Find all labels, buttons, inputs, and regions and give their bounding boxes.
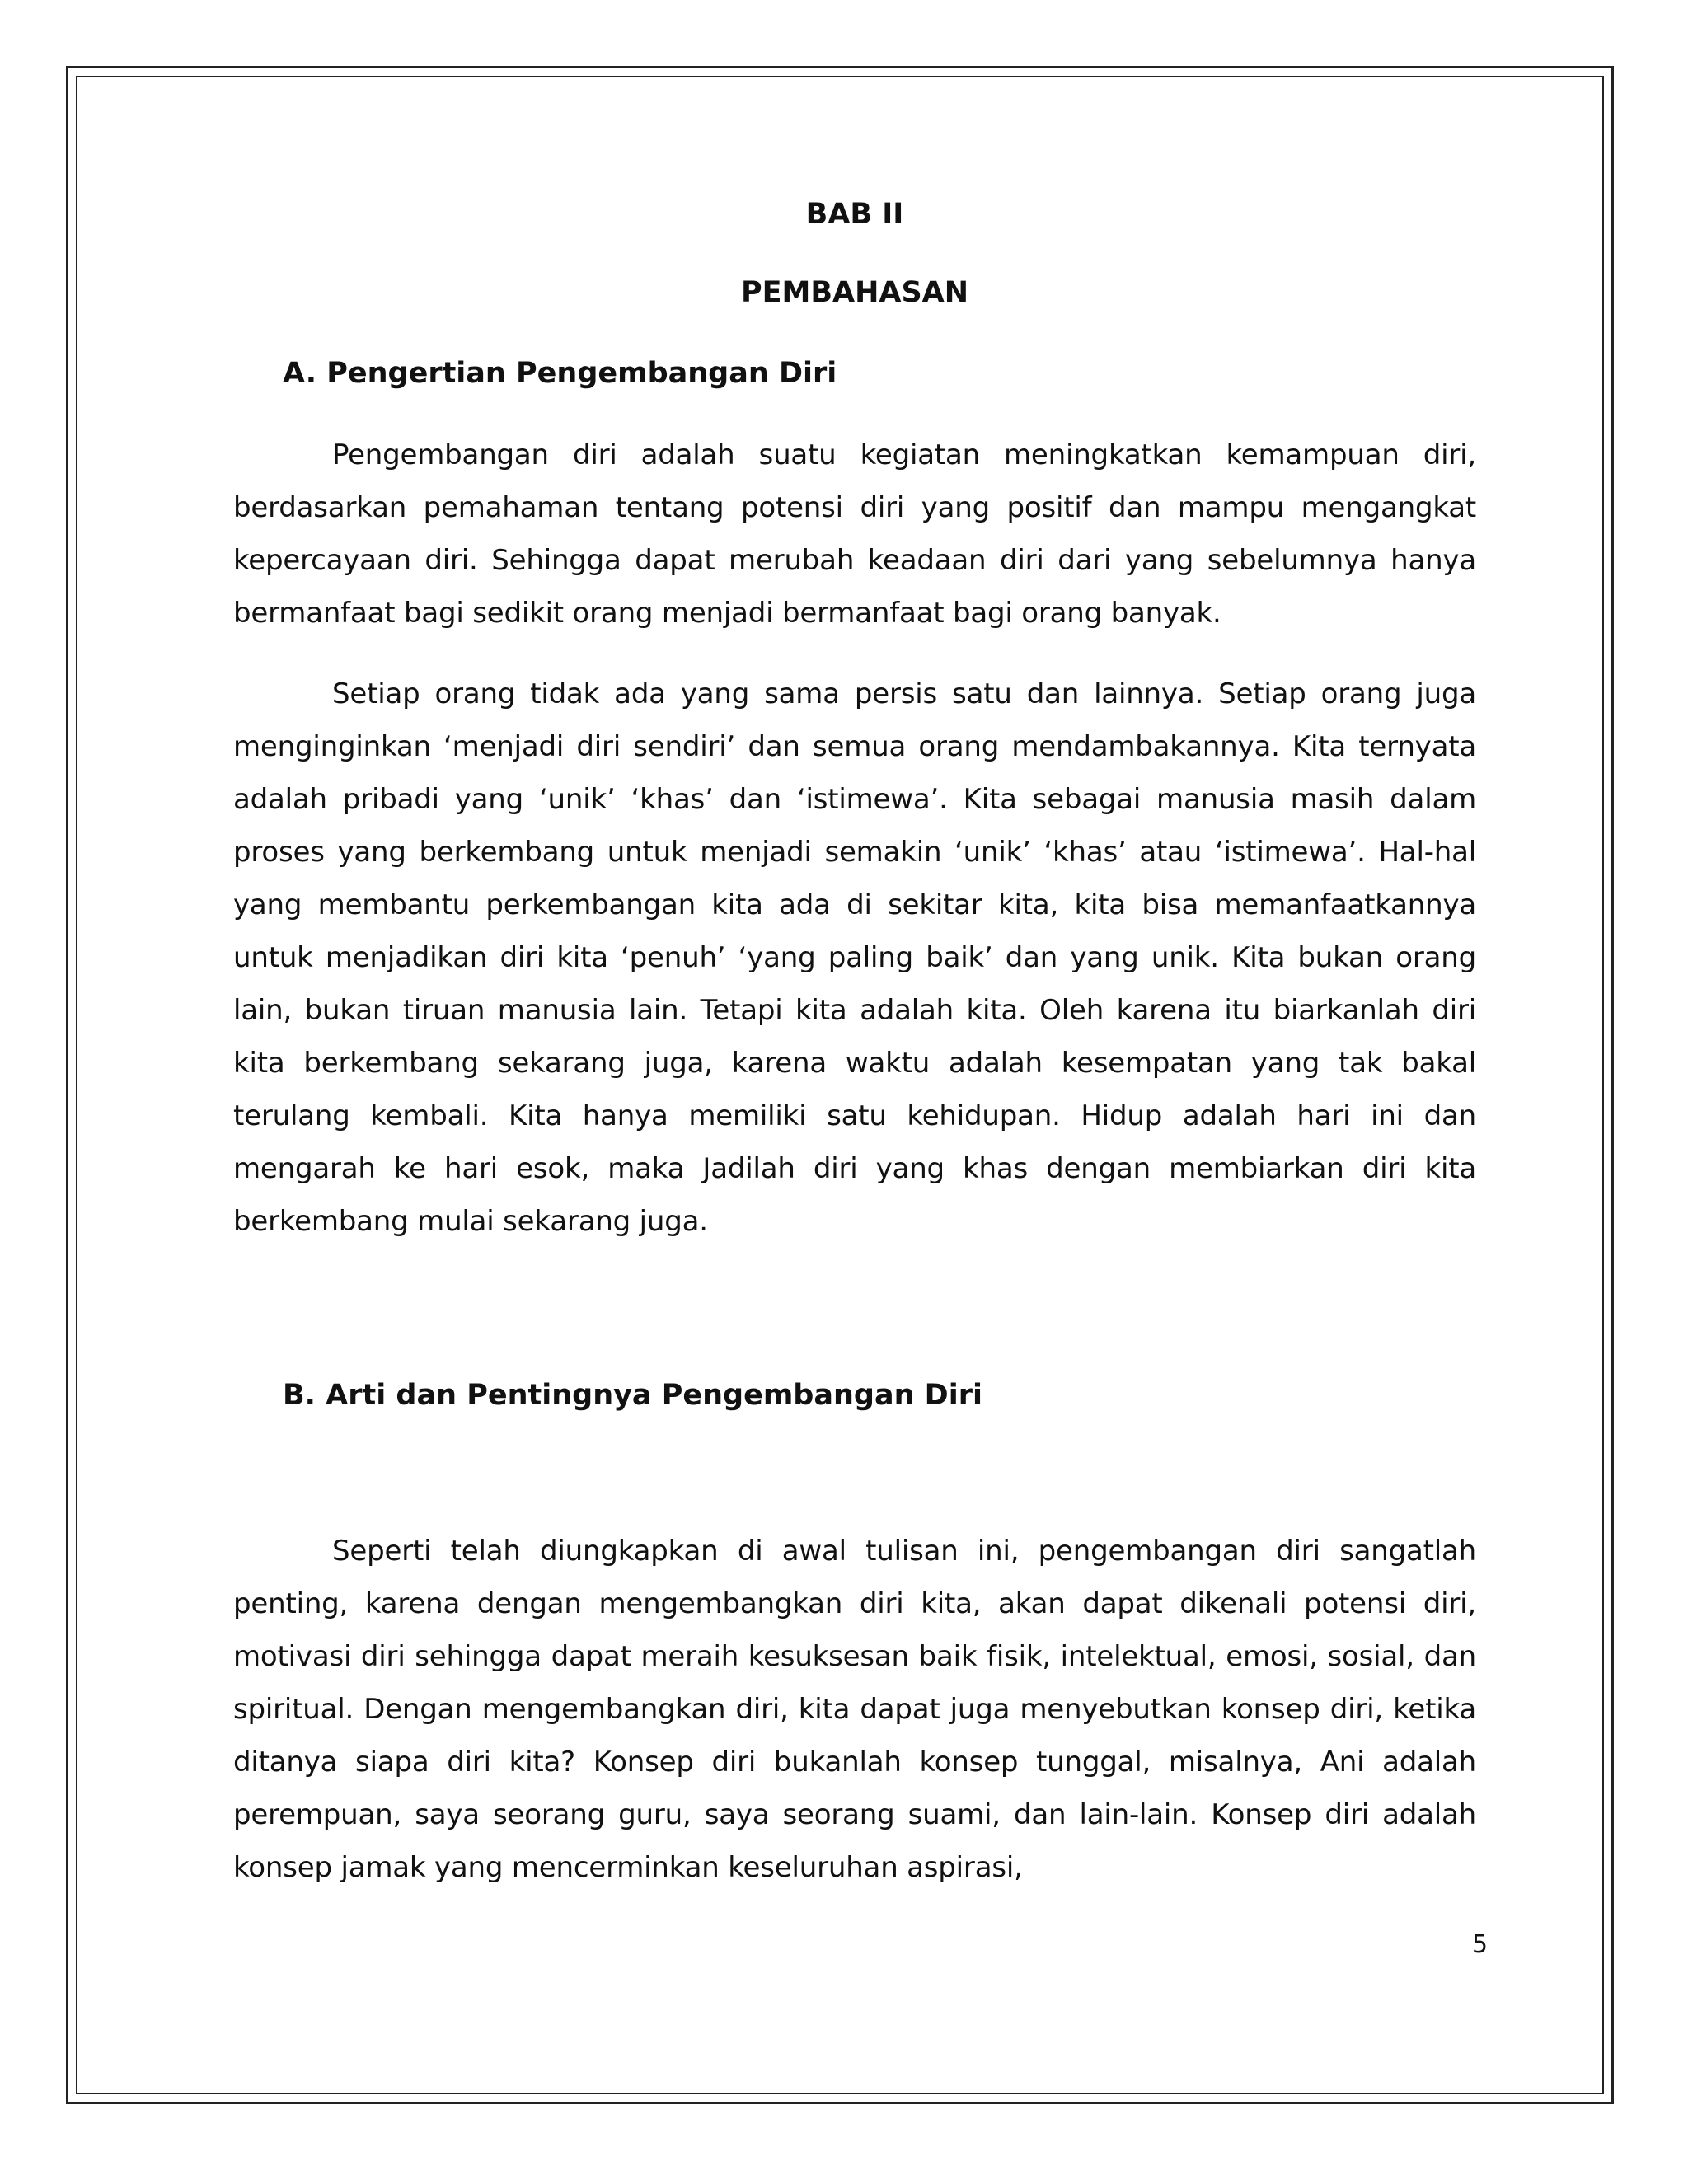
page-number: 5 (1472, 1930, 1489, 1959)
section-a-heading: A. Pengertian Pengembangan Diri (283, 357, 837, 390)
section-a-paragraph-2 (233, 668, 1476, 1248)
section-a-paragraph-1 (233, 429, 1476, 640)
section-b-paragraph-1 (233, 1525, 1476, 1894)
chapter-title: PEMBAHASAN (740, 276, 969, 309)
paragraph-text: Pengembangan diri adalah suatu kegiatan meningkatkan kemampuan diri, berdasarkan pemahaman tentang potensi diri yang positif dan mampu mengangkat kepercayaan diri. Sehingga dapat merubah keadaan diri dari yang sebelumnya hanya bermanfaat bagi sedikit orang menjadi bermanfaat bagi orang banyak. (233, 438, 1476, 630)
paragraph-text: Setiap orang tidak ada yang sama persis satu dan lainnya. Setiap orang juga menginginkan ‘menjadi diri sendiri’ dan semua orang mendambakannya. Kita ternyata adalah pribadi yang ‘unik’ ‘khas’ dan ‘istimewa’. Kita sebagai manusia masih dalam proses yang berkembang untuk menjadi semakin ‘unik’ ‘khas’ atau ‘istimewa’. Hal-hal yang membantu perkembangan kita ada di sekitar kita, kita bisa memanfaatkannya untuk menjadikan diri kita ‘penuh’ ‘yang paling baik’ dan yang unik. Kita bukan orang lain, bukan tiruan manusia lain. Tetapi kita adalah kita. Oleh karena itu biarkanlah diri kita berkembang sekarang juga, karena waktu adalah kesempatan yang tak bakal terulang kembali. Kita hanya memiliki satu kehidupan. Hidup adalah hari ini dan mengarah ke hari esok, maka Jadilah diri yang khas dengan membiarkan diri kita berkembang mulai sekarang juga. (233, 677, 1476, 1238)
paragraph-text: Seperti telah diungkapkan di awal tulisan ini, pengembangan diri sangatlah penting, karena dengan mengembangkan diri kita, akan dapat dikenali potensi diri, motivasi diri sehingga dapat meraih kesuksesan baik fisik, intelektual, emosi, sosial, dan spiritual. Dengan mengembangkan diri, kita dapat juga menyebutkan konsep diri, ketika ditanya siapa diri kita? Konsep diri bukanlah konsep tunggal, misalnya, Ani adalah perempuan, saya seorang guru, saya seorang suami, dan lain-lain. Konsep diri adalah konsep jamak yang mencerminkan keseluruhan aspirasi, (233, 1535, 1476, 1884)
section-b-heading: B. Arti dan Pentingnya Pengembangan Diri (283, 1379, 982, 1412)
chapter-label: BAB II (805, 198, 904, 231)
